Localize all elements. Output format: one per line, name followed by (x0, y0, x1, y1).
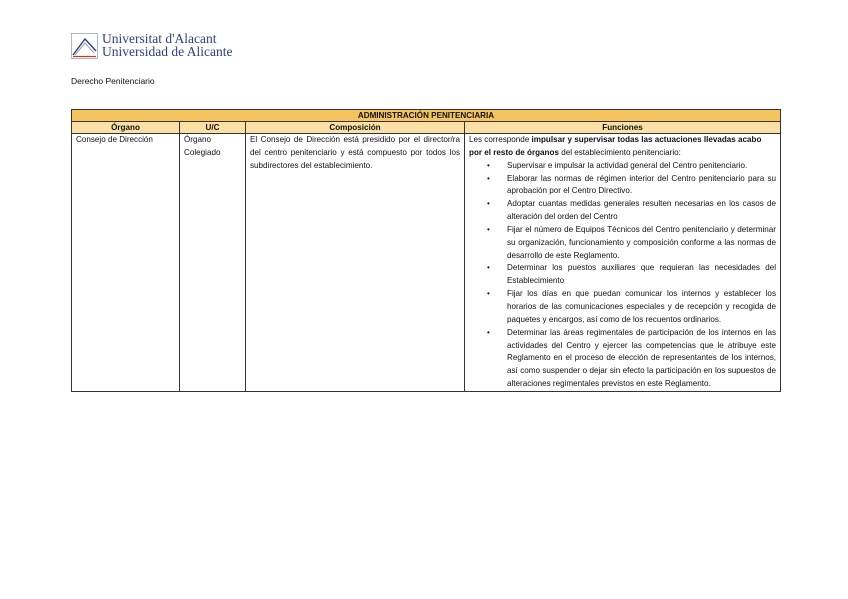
bullet-icon: • (487, 199, 490, 209)
bullet-icon: • (487, 160, 490, 170)
cell-funciones (465, 134, 781, 392)
bullet-icon: • (487, 224, 490, 234)
funciones-intro-pre: Les corresponde (469, 135, 532, 144)
table-header-row (72, 122, 781, 134)
logo-line-1: Universitat d'Alacant (102, 31, 217, 46)
list-item (469, 224, 776, 263)
document-subject: Derecho Penitenciario (71, 76, 155, 86)
list-item-text: Determinar las áreas regimentales de participación de los internos en las actividades del Centro y ejercer las competencias que le atribuye este Reglamento en el proceso de elección de representantes de los internos, así como suspender o dejar sin efecto la participación en los supuestos de alteraciones regimentales previstos en este Reglamento. (507, 327, 776, 389)
logo-text (102, 33, 232, 58)
administration-table (71, 109, 781, 392)
list-item (469, 327, 776, 391)
list-item (469, 198, 776, 224)
table-title: ADMINISTRACIÓN PENITENCIARIA (72, 110, 781, 122)
funciones-intro-bold: impulsar y supervisar todas las actuaciones llevadas acabo por el resto de órganos (469, 135, 762, 157)
column-header-uc: U/C (180, 122, 246, 134)
university-emblem-icon (71, 33, 98, 59)
list-item-text: Fijar el número de Equipos Técnicos del Centro penitenciario y determinar su organización, funcionamiento y composición conforme a las normas de desarrollo de este Reglamento. (507, 224, 776, 260)
cell-composicion: El Consejo de Dirección está presidido por el director/ra del centro penitenciario y está compuesto por todos los subdirectores del establecimiento. (246, 134, 465, 392)
list-item-text: Supervisar e impulsar la actividad general del Centro penitenciario. (507, 160, 748, 170)
list-item-text: Adoptar cuantas medidas generales resulten necesarias en los casos de alteración del orden del Centro (507, 199, 776, 222)
logo-line-2: Universidad de Alicante (102, 43, 233, 59)
list-item (469, 262, 776, 288)
funciones-list (469, 160, 776, 391)
bullet-icon: • (487, 289, 490, 299)
funciones-intro-post: del establecimiento penitenciario: (558, 147, 681, 157)
list-item-text: Fijar los días en que puedan comunicar los internos y establecer los horarios de las comunicaciones especiales y de recepción y recogida de paquetes y encargos, así como de los recuentos ordinarios. (507, 289, 776, 324)
bullet-icon: • (487, 263, 490, 273)
column-header-organo: Órgano (72, 122, 180, 134)
list-item (469, 160, 776, 173)
table-row (72, 134, 781, 392)
list-item-text: Elaborar las normas de régimen interior del Centro penitenciario para su aprobación por el Centro Directivo. (507, 173, 776, 196)
funciones-intro (469, 134, 776, 160)
list-item-text: Determinar los puestos auxiliares que requieran las necesidades del Establecimiento (507, 263, 776, 286)
cell-uc (180, 134, 246, 392)
list-item (469, 173, 776, 199)
list-item (469, 288, 776, 327)
university-logo (71, 33, 241, 63)
column-header-funciones: Funciones (465, 122, 781, 134)
cell-organo: Consejo de Dirección (72, 134, 180, 392)
table-title-row (72, 110, 781, 122)
bullet-icon: • (487, 327, 490, 337)
uc-line-2: Colegiado (184, 147, 221, 157)
uc-line-1: Órgano (184, 135, 211, 144)
column-header-composicion: Composición (246, 122, 465, 134)
bullet-icon: • (487, 173, 490, 183)
